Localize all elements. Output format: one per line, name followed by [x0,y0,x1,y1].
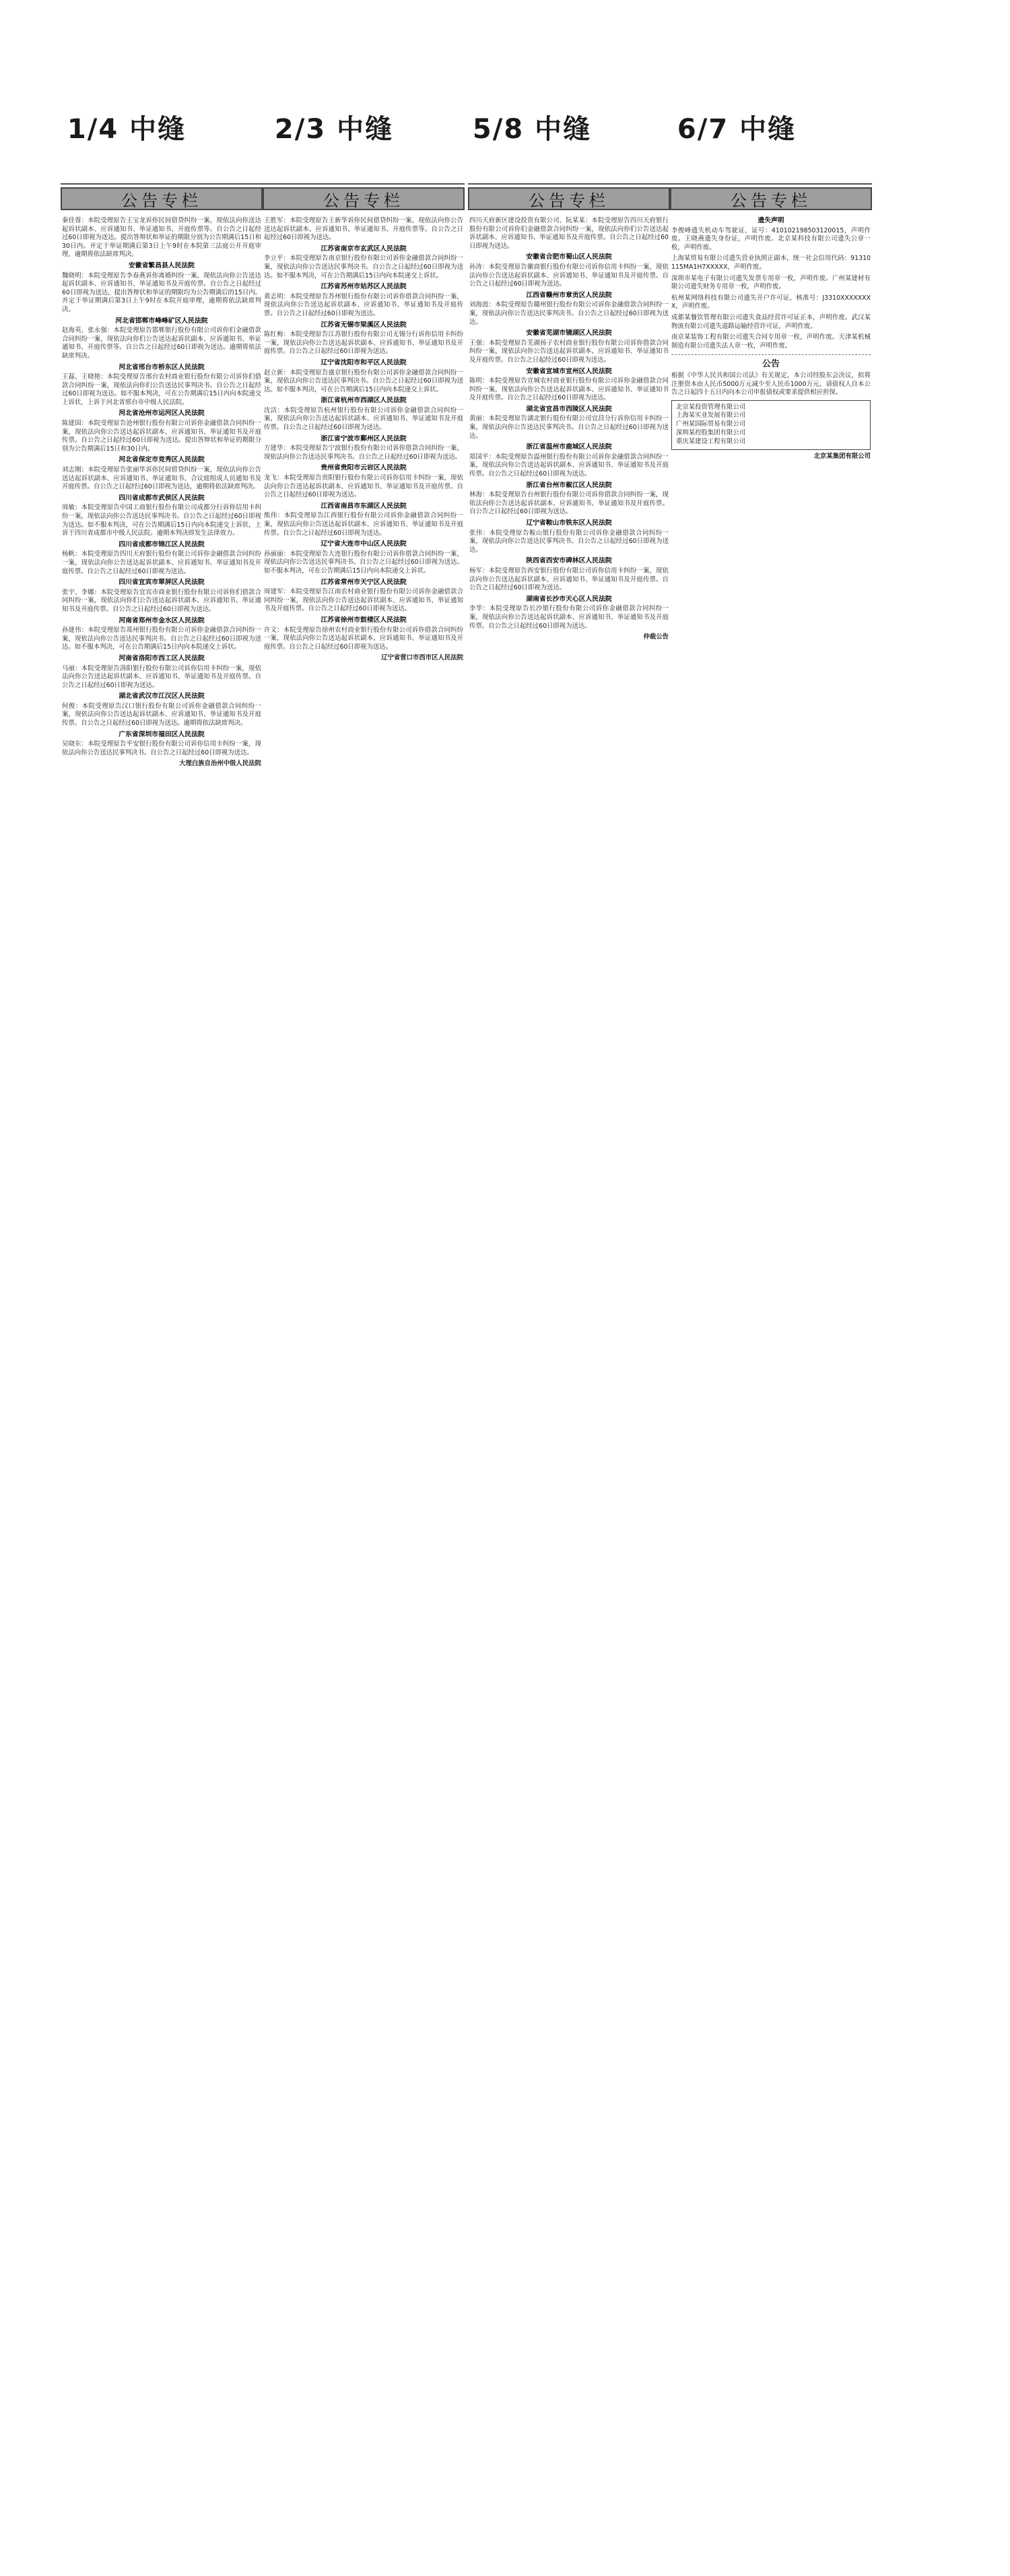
notice-item [62,731,261,758]
notice-item [264,579,463,614]
notice-text: 陈明：本院受理原告宣城农村商业银行股份有限公司诉你金融借款合同纠纷一案，现依法向你公告送达起诉状副本、应诉通知书、举证通知书及开庭传票。自公告之日起经过60日即视为送达。 [469,377,669,402]
court-name: 河北省邯郸市峰峰矿区人民法院 [115,317,208,325]
court-name: 安徽省合肥市蜀山区人民法院 [526,253,612,261]
notice-item [264,283,463,318]
court-name: 辽宁省鞍山市铁东区人民法院 [526,519,612,527]
notice-item [469,292,669,327]
court-name: 河北省保定市竞秀区人民法院 [119,456,205,464]
court-name: 广东省深圳市福田区人民法院 [119,730,205,738]
notice-item [671,333,871,350]
notice-item [62,410,261,453]
list-item: 广州某国际贸易有限公司 [676,420,746,428]
notice-text: 陈建国：本院受理原告沧州银行股份有限公司诉你金融借款合同纠纷一案，现依法向你公告送达起诉状副本、应诉通知书、举证通知书及开庭传票。自公告之日起经过60日即视为送达。提出答辩状和举证的期限分别为公告期满后15日和30日内。 [62,420,261,453]
notice-item [469,253,669,288]
notice-item [264,217,463,243]
notice-item [469,406,669,441]
notice-text: 四川天府新区建设投资有限公司、阮某某：本院受理原告四川天府银行股份有限公司诉你们金融借款合同纠纷一案，现依法向你们公告送达起诉状副本、应诉通知书、举证通知书及开庭传票。自公告之日起经过60日即视为送达。 [469,217,669,250]
list-item: 北京某投资管理有限公司 [676,403,746,411]
list-item: 上海某实业发展有限公司 [676,412,746,420]
court-name: 江苏省南京市玄武区人民法院 [321,245,407,253]
court-name: 四川省成都市武侯区人民法院 [119,494,205,502]
court-name: 江西省南昌市东湖区人民法院 [321,502,407,510]
court-name: 安徽省繁昌县人民法院 [129,261,195,269]
court-name: 贵州省贵阳市云岩区人民法院 [321,464,407,472]
notice-text: 沈洁：本院受理原告杭州银行股份有限公司诉你金融借款合同纠纷一案，现依法向你公告送达起诉状副本、应诉通知书、举证通知书及开庭传票。自公告之日起经过60日即视为送达。 [264,406,463,432]
notice-text: 龙飞：本院受理原告贵阳银行股份有限公司诉你信用卡纠纷一案，现依法向你公告送达起诉状副本、应诉通知书、举证通知书及开庭传票。自公告之日起经过60日即视为送达。 [264,474,463,499]
court-name: 江苏省常州市天宁区人民法院 [321,578,407,586]
notice-item [671,255,871,271]
notice-text: 马丽：本院受理原告洛阳银行股份有限公司诉你信用卡纠纷一案，现依法向你公告送达起诉状副本、应诉通知书、举证通知书及开庭传票。自公告之日起经过60日即视为送达。 [62,664,261,689]
court-name: 安徽省宣城市宣州区人民法院 [526,367,612,375]
court-name: 四川省宜宾市翠屏区人民法院 [119,579,205,587]
notice-text: 何俊：本院受理原告汉口银行股份有限公司诉你金融借款合同纠纷一案，现依法向你公告送达起诉状副本、应诉通知书、举证通知书及开庭传票。自公告之日起经过60日即视为送达。逾期将依法缺席判决。 [62,702,261,728]
notice-item [264,397,463,432]
notice-item [264,359,463,394]
court-name: 河北省沧州市运河区人民法院 [119,410,205,418]
court-name: 辽宁省大连市中山区人民法院 [321,540,407,548]
notice-item [62,456,261,491]
notice-item [671,294,871,311]
court-name: 江苏省徐州市鼓楼区人民法院 [321,616,407,624]
notice-item [469,482,669,517]
court-name: 江苏省苏州市姑苏区人民法院 [321,283,407,291]
notice-item [671,314,871,331]
court-name: 湖北省武汉市江汉区人民法院 [119,693,205,701]
notice-item [671,275,871,292]
notice-item [62,541,261,576]
court-name: 河南省郑州市金水区人民法院 [119,616,205,624]
separator [671,354,871,355]
column-title-4: 6/7 中缝 [677,114,797,145]
notice-text: 周建军：本院受理原告江南农村商业银行股份有限公司诉你金融借款合同纠纷一案，现依法向你公告送达起诉状副本、应诉通知书、举证通知书及开庭传票。自公告之日起经过60日即视为送达。 [264,588,463,613]
notice-text: 熊伟：本院受理原告江西银行股份有限公司诉你金融借款合同纠纷一案，现依法向你公告送达起诉状副本、应诉通知书、举证通知书及开庭传票。自公告之日起经过60日即视为送达。 [264,512,463,537]
court-name: 河北省邢台市桥东区人民法院 [119,363,205,371]
column-body [468,217,670,642]
notice-text: 孙丽丽：本院受理原告大连银行股份有限公司诉你借款合同纠纷一案，现依法向你公告送达民事判决书。自公告之日起经过60日即视为送达。如不服本判决，可在公告期满后15日内向本院递交上诉状。 [264,550,463,575]
notice-item [264,464,463,499]
notice-text: 杨军：本院受理原告西安银行股份有限公司诉你信用卡纠纷一案，现依法向你公告送达起诉状副本、应诉通知书、举证通知书及开庭传票。自公告之日起经过60日即视为送达。 [469,567,669,592]
column-title-2: 2/3 中缝 [274,114,394,145]
notice-text: 成都某餐饮管理有限公司遗失食品经营许可证正本，声明作废。武汉某物流有限公司遗失道路运输经营许可证，声明作废。 [671,313,871,330]
notice-text: 周敏：本院受理原告中国工商银行股份有限公司成都分行诉你信用卡纠纷一案，现依法向你公告送达民事判决书。自公告之日起经过60日即视为送达。如不服本判决，可在公告期满后15日内向本院递交上诉状，上诉于四川省成都市中级人民法院。逾期本判决即发生法律效力。 [62,504,261,538]
notice-item [469,217,669,251]
notice-text: 李立平：本院受理原告南京银行股份有限公司诉你金融借款合同纠纷一案，现依法向你公告送达民事判决书。自公告之日起经过60日即视为送达。如不服本判决，可在公告期满后15日内向本院递交上诉状。 [264,255,463,280]
signoff: 辽宁省营口市西市区人民法院 [381,654,463,662]
court-name: 江西省赣州市章贡区人民法院 [526,291,612,299]
notice-text: 刘志刚：本院受理原告张丽华诉你民间借贷纠纷一案，现依法向你公告送达起诉状副本、应诉通知书、举证通知书、合议庭组成人员通知书及开庭传票。自公告之日起经过60日即视为送达，逾期将依法缺席判决。 [62,466,261,491]
notice-text: 张宇、李娜：本院受理原告宜宾市商业银行股份有限公司诉你们借款合同纠纷一案，现依法向你们公告送达起诉状副本、应诉通知书、举证通知书及开庭传票。自公告之日起经过60日即视为送达。 [62,588,261,613]
notice-item [62,494,261,538]
signoff: 北京某集团有限公司 [813,452,871,460]
announcement-title: 公告 [762,359,780,370]
notice-item [264,245,463,280]
column-body [61,217,263,769]
notice-item [62,317,261,361]
column-header: 公告专栏 [670,187,872,210]
court-name: 湖北省宜昌市西陵区人民法院 [526,405,612,413]
notice-text: 王磊、王晓艳：本院受理原告邢台农村商业银行股份有限公司诉你们借款合同纠纷一案，现依法向你们公告送达民事判决书。自公告之日起经过60日即视为送达。如不服本判决，可在公告期满后15日内向本院递交上诉状，上诉于河北省邢台市中级人民法院。 [62,373,261,406]
notice-item [469,443,669,478]
notice-text: 孙建伟：本院受理原告郑州银行股份有限公司诉你金融借款合同纠纷一案，现依法向你公告送达民事判决书。自公告之日起经过60日即视为送达。如不服本判决，可在公告期满后15日内向本院递交上诉状。 [62,626,261,651]
notice-text: 赵海英、张永强：本院受理原告邯郸银行股份有限公司诉你们金融借款合同纠纷一案，现依法向你们公告送达起诉状副本、应诉通知书、举证通知书、开庭传票等。自公告之日起经过60日即视为送达。逾期将依法缺席判决。 [62,327,261,360]
notice-item [469,329,669,364]
court-name: 浙江省温州市鹿城区人民法院 [526,443,612,451]
notice-column-2 [263,183,465,2549]
court-name: 浙江省台州市椒江区人民法院 [526,481,612,489]
list-item: 深圳某控股集团有限公司 [676,429,746,437]
notice-column-1 [61,183,263,2549]
notice-text: 王强：本院受理原告芜湖扬子农村商业银行股份有限公司诉你借款合同纠纷一案，现依法向你公告送达起诉状副本、应诉通知书、举证通知书及开庭传票。自公告之日起经过60日即视为送达。 [469,339,669,364]
notice-item [62,655,261,690]
column-title-1: 1/4 中缝 [67,114,187,145]
signoff: 大理白族自治州中级人民法院 [179,760,261,768]
notice-text: 林海：本院受理原告台州银行股份有限公司诉你借款合同纠纷一案，现依法向你公告送达起诉状副本、应诉通知书、举证通知书及开庭传票。自公告之日起经过60日即视为送达。 [469,491,669,516]
notice-text: 秦佳蓉：本院受理原告王宝龙诉你民间借贷纠纷一案，现依法向你送达起诉状副本、应诉通知书、举证通知书、开庭传票等。自公告之日起经过60日即视为送达。提出答辩状和举证的期限分别为公告期满后15日和30日内。并定于举证期满后第3日上午9时在本院第三法庭公开开庭审理，逾期将依法缺席判决。 [62,217,261,259]
notice-text: 陈红梅：本院受理原告江苏银行股份有限公司无锡分行诉你信用卡纠纷一案，现依法向你公告送达起诉状副本、应诉通知书、举证通知书及开庭传票。自公告之日起经过60日即视为送达。 [264,331,463,356]
notice-item [469,368,669,403]
court-name: 湖南省长沙市天心区人民法院 [526,595,612,603]
notice-text: 魏晓明：本院受理原告李春燕诉你离婚纠纷一案，现依法向你公告送达起诉状副本、应诉通知书、举证通知书及开庭传票。自公告之日起经过60日即视为送达，提出答辩状和举证的期限均为公告期满后的15日内。并定于举证期满后第3日上午9时在本院开庭审理，逾期将依法缺席判决。 [62,271,261,313]
notice-text: 深圳市某电子有限公司遗失发票专用章一枚，声明作废。广州某建材有限公司遗失财务专用章一枚，声明作废。 [671,274,871,291]
notice-text: 黄志明：本院受理原告苏州银行股份有限公司诉你借款合同纠纷一案，现依法向你公告送达起诉状副本、应诉通知书、举证通知书及开庭传票。自公告之日起经过60日即视为送达。 [264,292,463,317]
column-header: 公告专栏 [61,187,263,210]
notice-text: 李俊峰遗失机动车驾驶证，证号：410102198503120015，声明作废。王晓燕遗失身份证，声明作废。北京某科技有限公司遗失公章一枚，声明作废。 [671,226,871,251]
notice-text: 刘海波：本院受理原告赣州银行股份有限公司诉你金融借款合同纠纷一案，现依法向你公告送达民事判决书。自公告之日起经过60日即视为送达。 [469,301,669,326]
list-item: 重庆某建设工程有限公司 [676,437,746,445]
notice-item [264,321,463,356]
notice-item [264,435,463,462]
notice-text: 方建华：本院受理原告宁波银行股份有限公司诉你借款合同纠纷一案，现依法向你公告送达民事判决书。自公告之日起经过60日即视为送达。 [264,445,463,461]
column-body [263,217,465,663]
notice-item [469,595,669,631]
notice-item [62,262,261,315]
notice-text: 张伟：本院受理原告鞍山银行股份有限公司诉你金融借款合同纠纷一案，现依法向你公告送达民事判决书。自公告之日起经过60日即视为送达。 [469,529,669,554]
notice-item [469,557,669,592]
notice-column-4 [670,183,872,2549]
court-name: 四川省成都市锦江区人民法院 [119,540,205,548]
announcement-text: 根据《中华人民共和国公司法》有关规定，本公司经股东会决议，拟将注册资本由人民币5000万元减少至人民币1000万元。请债权人自本公告之日起四十五日内向本公司申报债权或要求提供相应担保。 [671,371,871,397]
court-name: 陕西省西安市碑林区人民法院 [526,557,612,565]
column-header: 公告专栏 [263,187,465,210]
notice-item [264,503,463,538]
court-name: 河南省洛阳市西工区人民法院 [119,654,205,662]
notice-text: 吴晓东：本院受理原告平安银行股份有限公司诉你信用卡纠纷一案，现依法向你公告送达民事判决书。自公告之日起经过60日即视为送达。 [62,740,261,756]
court-name: 江苏省无锡市梁溪区人民法院 [321,321,407,329]
notice-item [62,579,261,614]
court-name: 安徽省芜湖市镜湖区人民法院 [526,329,612,337]
court-name: 遗失声明 [758,217,784,224]
notice-item [62,217,261,259]
notice-text: 黄丽：本院受理原告湖北银行股份有限公司宜昌分行诉你信用卡纠纷一案，现依法向你公告送达民事判决书。自公告之日起经过60日即视为送达。 [469,415,669,440]
notice-text: 杭州某网络科技有限公司遗失开户许可证，核准号：J3310XXXXXXXX，声明作废。 [671,294,871,311]
column-header: 公告专栏 [468,187,670,210]
notice-column-3 [468,183,670,2549]
notice-text: 李华：本院受理原告长沙银行股份有限公司诉你金融借款合同纠纷一案，现依法向你公告送达起诉状副本、应诉通知书、举证通知书及开庭传票。自公告之日起经过60日即视为送达。 [469,605,669,630]
notice-item [62,617,261,652]
notice-text: 许文：本院受理原告徐州农村商业银行股份有限公司诉你借款合同纠纷一案，现依法向你公告送达起诉状副本、应诉通知书、举证通知书及开庭传票。自公告之日起经过60日即视为送达。 [264,626,463,651]
company-list [671,400,871,450]
column-title-3: 5/8 中缝 [472,114,592,145]
notice-text: 王胜军：本院受理原告王新华诉你民间借贷纠纷一案，现依法向你公告送达起诉状副本、应诉通知书、举证通知书、开庭传票等。自公告之日起经过60日即视为送达。 [264,217,463,242]
notice-text: 南京某装饰工程有限公司遗失合同专用章一枚，声明作废。天津某机械制造有限公司遗失法人章一枚，声明作废。 [671,333,871,350]
notice-text: 上海某贸易有限公司遗失营业执照正副本，统一社会信用代码：91310115MA1H7XXXXX，声明作废。 [671,255,871,271]
notice-item [671,217,871,252]
notice-item [264,616,463,651]
column-body [670,217,872,461]
signoff: 仲裁公告 [643,633,669,641]
notice-text: 杨帆：本院受理原告四川天府银行股份有限公司诉你金融借款合同纠纷一案，现依法向你公告送达起诉状副本、应诉通知书、举证通知书及开庭传票。自公告之日起经过60日即视为送达。 [62,550,261,575]
court-name: 浙江省杭州市西湖区人民法院 [321,397,407,405]
court-name: 浙江省宁波市鄞州区人民法院 [321,434,407,443]
notice-item [62,364,261,408]
notice-text: 孙涛：本院受理原告徽商银行股份有限公司诉你信用卡纠纷一案，现依法向你公告送达起诉状副本、应诉通知书、举证通知书及开庭传票。自公告之日起经过60日即视为送达。 [469,263,669,288]
notice-item [469,519,669,554]
notice-item [62,693,261,728]
notice-text: 郑国平：本院受理原告温州银行股份有限公司诉你金融借款合同纠纷一案，现依法向你公告送达起诉状副本、应诉通知书、举证通知书及开庭传票。自公告之日起经过60日即视为送达。 [469,453,669,478]
notice-text: 赵立新：本院受理原告盛京银行股份有限公司诉你金融借款合同纠纷一案，现依法向你公告送达民事判决书。自公告之日起经过60日即视为送达。如不服本判决，可在公告期满后15日内向本院递交上诉状。 [264,368,463,393]
court-name: 辽宁省沈阳市和平区人民法院 [321,358,407,366]
notice-item [264,540,463,575]
